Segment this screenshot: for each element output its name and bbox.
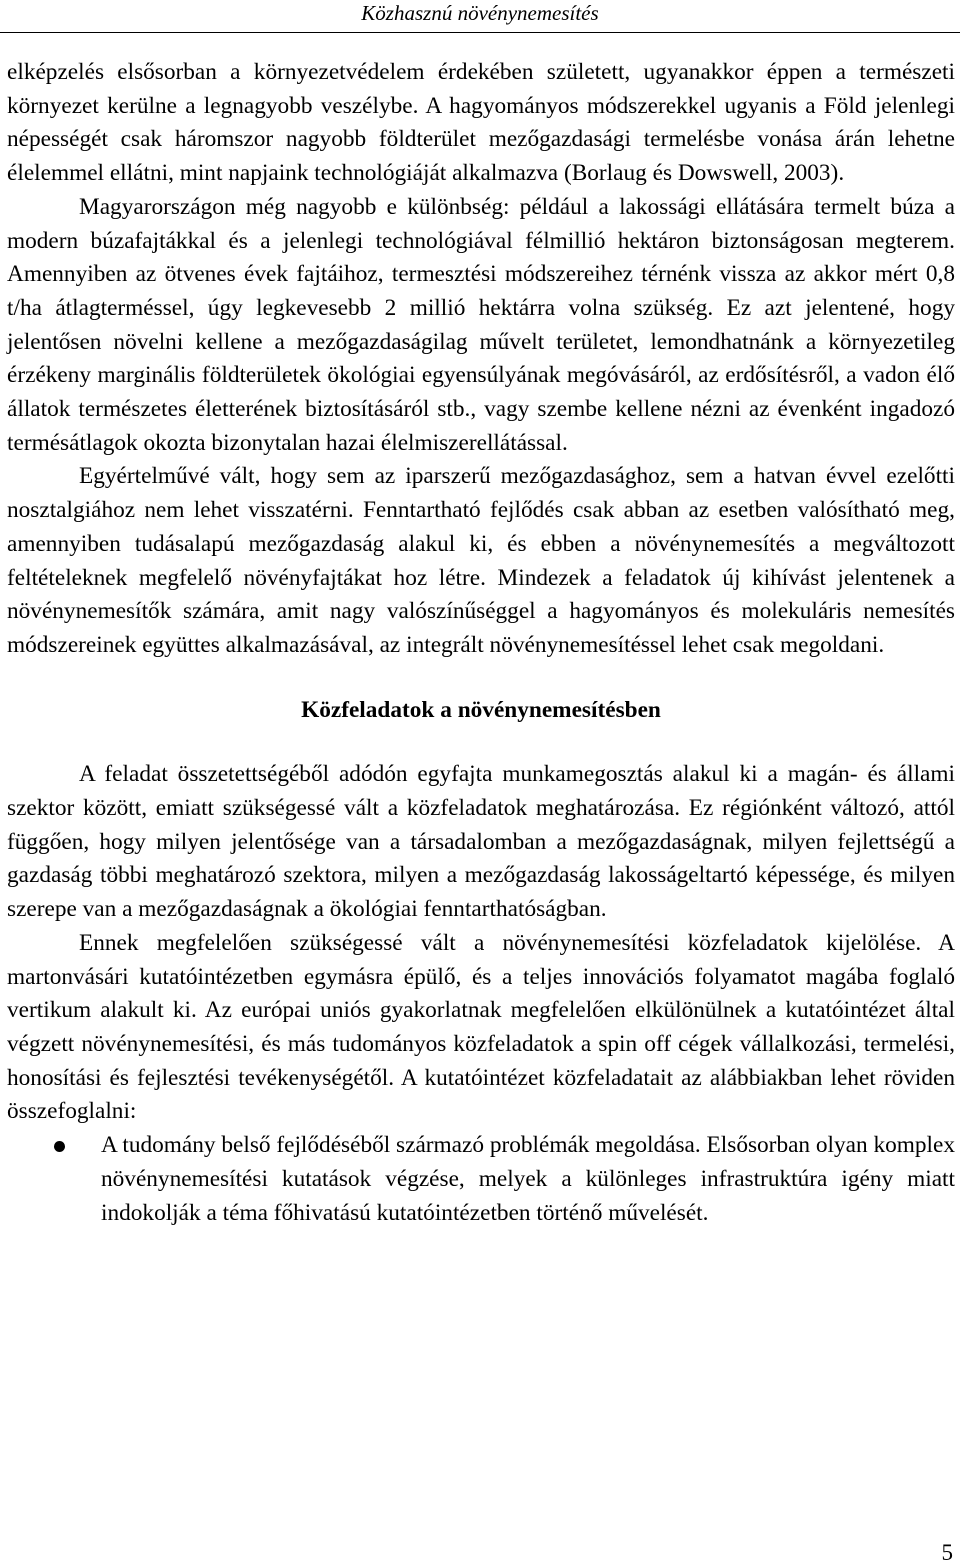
section-heading-block xyxy=(7,694,955,728)
section-paragraph-2: Ennek megfelelően szükségessé vált a növénynemesítési közfeladatok kijelölése. A martonvásári kutatóintézetben egymásra épülő, és a teljes innovációs folyamatot magába foglaló vertikum alakult ki. Az európai uniós gyakorlatnak megfelelően elkülönülnek a kutatóintézet által végzett növénynemesítési, és más tudományos közfeladatok a spin off cégek vállalkozási, termelési, honosítási és fejlesztési tevékenységétől. A kutatóintézet közfeladatait az alábbiakban lehet röviden összefoglalni: xyxy=(7,929,955,1125)
running-header-title: Közhasznú növénynemesítés xyxy=(361,1,599,25)
bullet-list xyxy=(7,1129,955,1230)
page-number: 5 xyxy=(941,1540,953,1565)
bullet-list-item xyxy=(7,1129,955,1230)
bullet-dot-icon xyxy=(54,1141,65,1152)
document-body xyxy=(7,56,955,1230)
section-heading: Közfeladatok a növénynemesítésben xyxy=(301,696,661,723)
bullet-item-text: A tudomány belső fejlődéséből származó problémák megoldása. Elsősorban olyan komplex növénynemesítési kutatások végzése, melyek a különleges infrastruktúra igény miatt indokolják a téma főhivatású kutatóintézetben történő művelését. xyxy=(101,1132,956,1226)
paragraph-1: elképzelés elsősorban a környezetvédelem érdekében született, ugyanakkor éppen a természeti környezet kerülne a legnagyobb veszélybe. A hagyományos módszerekkel ugyanis a Föld jelenlegi népességét csak háromszor nagyobb földterület mezőgazdasági termelésbe vonása árán lehetne élelemmel ellátni, mint napjaink technológiáját alkalmazva (Borlaug és Dowswell, 2003). xyxy=(7,59,955,187)
header-divider xyxy=(0,32,960,33)
paragraph-3: Egyértelművé vált, hogy sem az iparszerű mezőgazdasághoz, sem a hatvan évvel ezelőtti nosztalgiához nem lehet visszatérni. Fenntartható fejlődés csak abban az esetben valósítható meg, amennyiben tudásalapú mezőgazdaság alakul ki, és ebben a növénynemesítés a megváltozott feltételeknek megfelelő növényfajtákat hoz létre. Mindezek a feladatok új kihívást jelentenek a növénynemesítők számára, amit nagy valószínűséggel a hagyományos és molekuláris nemesítés módszereinek együttes alkalmazásával, az integrált növénynemesítéssel lehet csak megoldani. xyxy=(7,463,955,658)
paragraph-2: Magyarországon még nagyobb e különbség: például a lakossági ellátására termelt búza a modern búzafajtákkal és a jelenlegi technológiával félmillió hektáron biztonságosan megterem. Amennyiben az ötvenes évek fajtáihoz, termesztési módszereihez térnénk vissza az akkor mért 0,8 t/ha átlagterméssel, úgy legkevesebb 2 millió hektárra volna szükség. Ez azt jelentené, hogy jelentősen növelni kellene a mezőgazdaságilag művelt területet, lemondhatnánk a környezetileg érzékeny marginális földterületek ökológiai egyensúlyának megóvásáról, az erdősítésről, a vadon élő állatok természetes életterének biztosításáról stb., vagy szembe kellene nézni az évenként ingadozó termésátlagok okozta bizonytalan hazai élelmiszerellátással. xyxy=(7,193,955,456)
section-paragraph-1: A feladat összetettségéből adódón egyfajta munkamegosztás alakul ki a magán- és állami szektor között, emiatt szükségessé vált a közfeladatok meghatározása. Ez régiónként változó, attól függően, hogy milyen jelentősége van a társadalomban a mezőgazdaságnak, milyen fejlettségű a gazdaság többi meghatározó szektora, milyen a mezőgazdaság lakosságeltartó képessége, és milyen szerepe van a mezőgazdaságnak a ökológiai fenntarthatóságban. xyxy=(7,761,955,923)
